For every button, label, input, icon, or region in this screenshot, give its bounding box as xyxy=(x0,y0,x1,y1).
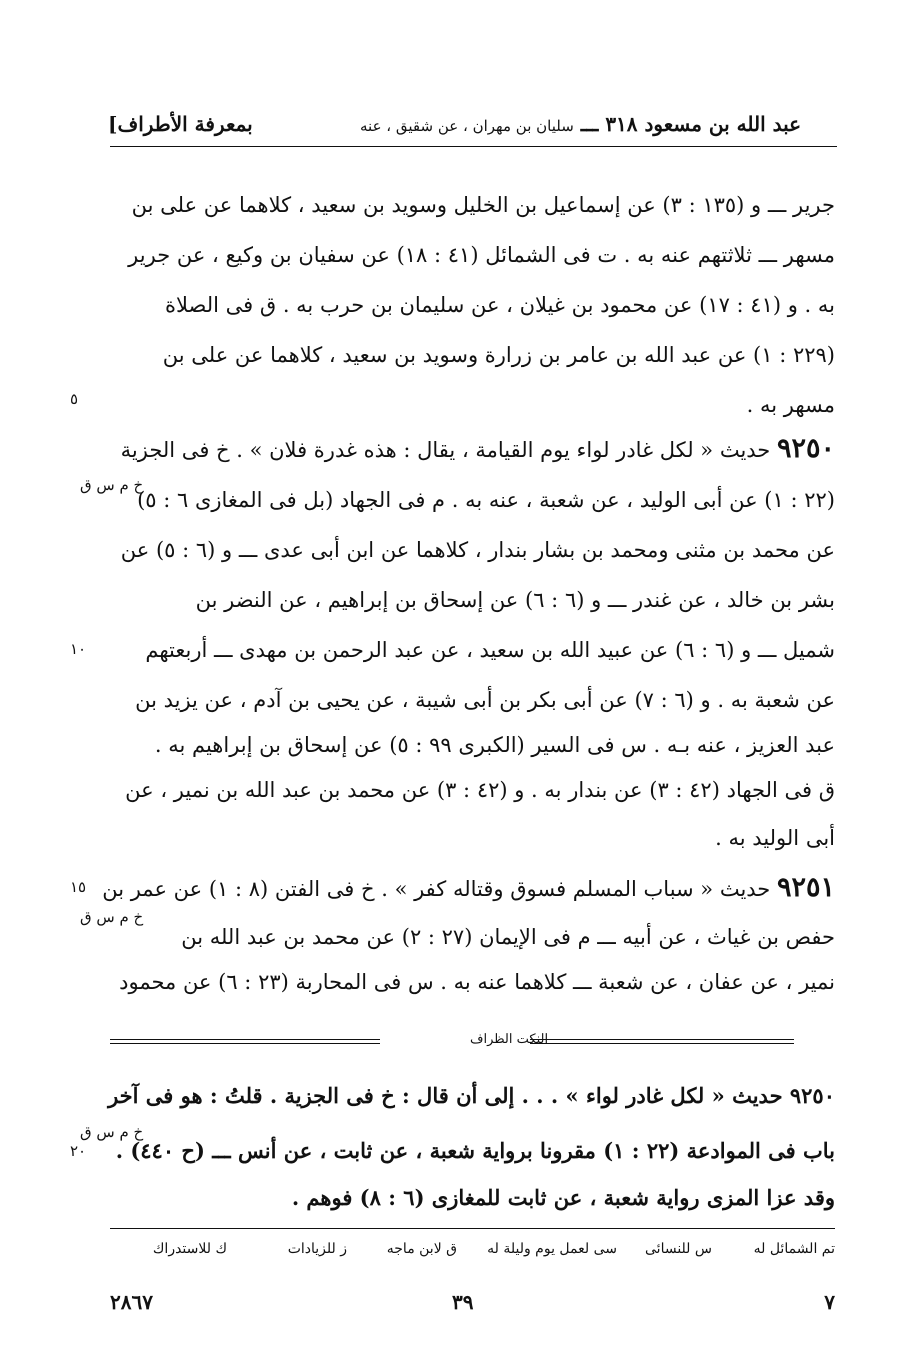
abbreviation: ز للزيادات xyxy=(287,1241,347,1257)
margin-line-number: ٥ xyxy=(70,390,79,408)
hadith-line: عن محمد بن مثنى ومحمد بن بشار بندار ، كلاهما عن ابن أبى عدى ـــ و (٦ : ٥) عن xyxy=(120,538,835,562)
hadith-line: أبى الوليد به . xyxy=(715,826,835,850)
footer-volume-number: ٧ xyxy=(824,1290,835,1314)
sigla-note-9250: خ م س ق xyxy=(80,1123,144,1141)
hadith-line: نمير ، عن عفان ، عن شعبة ـــ كلاهما عنه به . س فى المحاربة (٢٣ : ٦) عن محمود xyxy=(119,970,835,994)
abbreviation: ك للاستدراك xyxy=(152,1241,227,1257)
hadith-line: عن شعبة به . و (٦ : ٧) عن أبى بكر بن أبى شيبة ، عن يحيى بن آدم ، عن يزيد بن xyxy=(135,688,835,712)
hadith-line: حفص بن غياث ، عن أبيه ـــ م فى الإيمان (٢٧ : ٢) عن محمد بن عبد الله بن xyxy=(181,925,835,949)
note-line: وقد عزا المزى رواية شعبة ، عن ثابت للمغازى (٦ : ٨) فوهم . xyxy=(291,1185,835,1210)
footer-volume-page: ٢٨٦٧ xyxy=(110,1290,153,1314)
hadith-text: حديث « لكل غادر لواء يوم القيامة ، يقال : هذه غدرة فلان » . خ فى الجزية xyxy=(120,438,771,462)
body-line: مسهر ـــ ثلاثتهم عنه به . ت فى الشمائل (٤١ : ١٨) عن سفيان بن وكيع ، عن جرير xyxy=(128,243,835,267)
body-line: به . و (٤١ : ١٧) عن محمود بن غيلان ، عن سليمان بن حرب به . ق فى الصلاة xyxy=(164,293,835,317)
hadith-line: ق فى الجهاد (٤٢ : ٣) عن بندار به . و (٤٢ : ٣) عن محمد بن عبد الله بن نمير ، عن xyxy=(125,778,835,802)
abbreviation: س للنسائى xyxy=(645,1241,712,1257)
footer-rule xyxy=(110,1228,835,1229)
abbreviation: ق لابن ماجه xyxy=(386,1241,457,1257)
note-line: ٩٢٥٠ حديث « لكل غادر لواء » . . . إلى أن قال : خ فى الجزية . قلتُ : هو فى آخر xyxy=(108,1083,835,1108)
margin-line-number: ١٥ xyxy=(70,878,87,896)
header-chapter-main: عبد الله بن مسعود ٣١٨ ـــ xyxy=(580,112,802,136)
header-chapter-chain: سليان بن مهران ، عن شقيق ، عنه xyxy=(360,117,574,135)
margin-line-number: ١٠ xyxy=(70,640,87,658)
separator-label: النكت الظراف xyxy=(470,1032,549,1047)
header-chapter xyxy=(360,112,801,136)
hadith-9250-first-line xyxy=(121,433,835,464)
hadith-number: ٩٢٥١ xyxy=(776,872,835,903)
body-line: (٢٢٩ : ١) عن عبد الله بن عامر بن زرارة وسويد بن سعيد ، كلاهما عن على بن xyxy=(162,343,835,367)
separator-line-left xyxy=(110,1039,380,1044)
header-book-title: بمعرفة الأطراف] xyxy=(108,112,253,136)
hadith-line: شميل ـــ و (٦ : ٦) عن عبيد الله بن سعيد ، عن عبد الرحمن بن مهدى ـــ أربعتهم xyxy=(145,638,835,662)
hadith-line: (٢٢ : ١) عن أبى الوليد ، عن شعبة ، عنه به . م فى الجهاد (بل فى المغازى ٦ : ٥) xyxy=(137,488,835,512)
abbreviation: تم الشمائل له xyxy=(753,1241,835,1257)
header-rule xyxy=(110,146,837,147)
note-line: باب فى الموادعة (٢٢ : ١) مقرونا برواية شعبة ، عن ثابت ، عن أنس ـــ (ح ٤٤٠) . xyxy=(115,1138,835,1163)
footer-page-number: ٣٩ xyxy=(452,1290,474,1314)
hadith-line: عبد العزيز ، عنه بـه . س فى السير (الكبرى ٩٩ : ٥) عن إسحاق بن إبراهيم به . xyxy=(154,733,835,757)
hadith-text: حديث « سباب المسلم فسوق وقتاله كفر » . خ فى الفتن (٨ : ١) عن عمر بن xyxy=(102,877,771,901)
hadith-number: ٩٢٥٠ xyxy=(776,433,835,464)
sigla-9250: خ م س ق xyxy=(80,476,144,494)
abbreviation: سى لعمل يوم وليلة له xyxy=(487,1241,617,1257)
notes-separator xyxy=(110,1032,794,1052)
body-line: مسهر به . xyxy=(746,393,835,417)
margin-line-number: ٢٠ xyxy=(70,1142,87,1160)
sigla-9251: خ م س ق xyxy=(80,908,144,926)
hadith-9251-first-line xyxy=(102,872,835,903)
hadith-line: بشر بن خالد ، عن غندر ـــ و (٦ : ٦) عن إسحاق بن إبراهيم ، عن النضر بن xyxy=(195,588,835,612)
separator-line-right xyxy=(530,1039,794,1044)
body-line: جرير ـــ و (١٣٥ : ٣) عن إسماعيل بن الخليل وسويد بن سعيد ، كلاهما عن على بن xyxy=(131,193,835,217)
